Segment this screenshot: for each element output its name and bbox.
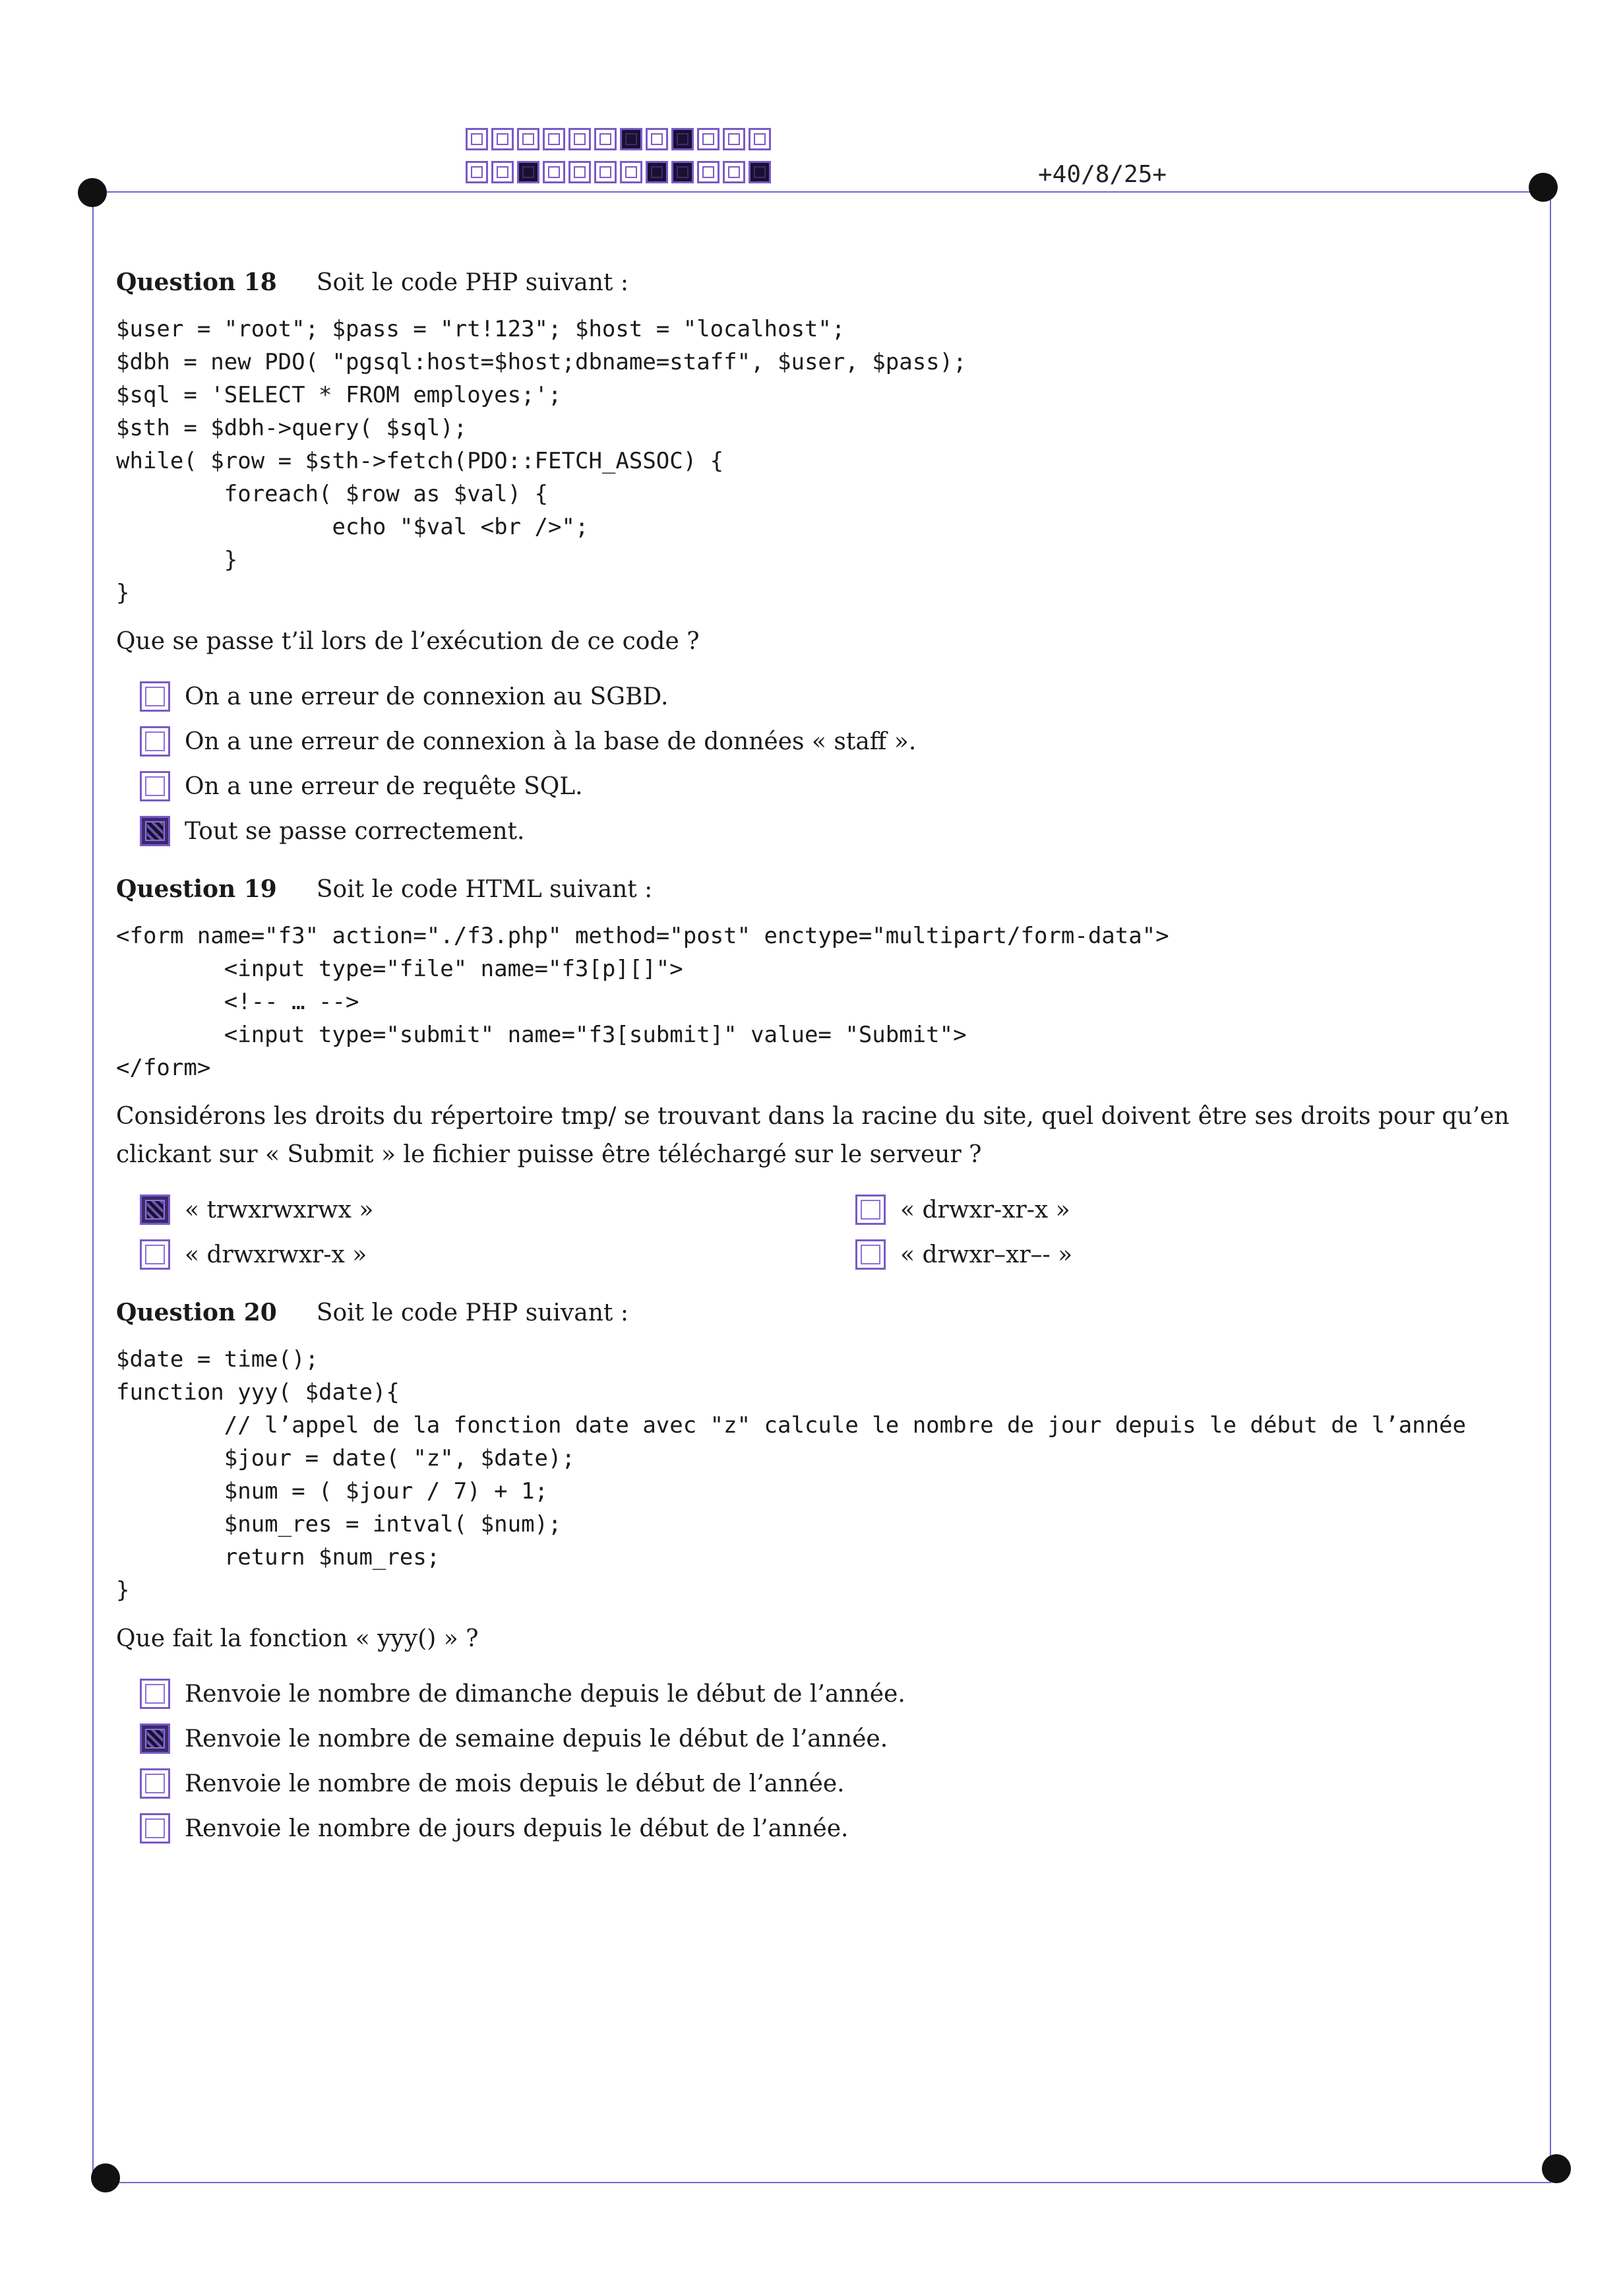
answer-option [140, 1671, 1541, 1716]
id-grid-cell [594, 128, 617, 150]
answer-checkbox[interactable] [140, 1239, 170, 1270]
question-intro: Soit le code PHP suivant : [316, 269, 628, 296]
answer-option [140, 1187, 832, 1232]
question-label: Question 20 [116, 1299, 277, 1326]
answer-text: On a une erreur de connexion à la base de données « staff ». [185, 728, 917, 755]
question-19 [116, 871, 1541, 1277]
id-grid-cell [620, 128, 642, 150]
id-grid-cell [466, 128, 488, 150]
question-intro: Soit le code PHP suivant : [316, 1299, 628, 1326]
student-id-grid-row-2 [466, 161, 774, 183]
answer-text: « drwxr-xr-x » [900, 1196, 1070, 1224]
answer-option [140, 1232, 832, 1277]
answer-checkbox[interactable] [855, 1195, 886, 1225]
answer-text: Tout se passe correctement. [185, 817, 525, 845]
id-grid-cell [646, 161, 668, 183]
exam-content [116, 264, 1541, 1851]
answer-option [140, 809, 1541, 853]
answer-checkbox[interactable] [140, 1723, 170, 1754]
answer-checkbox[interactable] [140, 1679, 170, 1709]
answer-option [140, 1716, 1541, 1761]
question-header [116, 264, 1541, 301]
question-prompt: Que se passe t’il lors de l’exécution de ce code ? [116, 628, 700, 655]
id-grid-cell [620, 161, 642, 183]
answer-text: Renvoie le nombre de dimanche depuis le début de l’année. [185, 1680, 905, 1708]
answer-option [140, 1761, 1541, 1806]
answer-text: « trwxrwxrwx » [185, 1196, 374, 1224]
answer-text: On a une erreur de requête SQL. [185, 772, 583, 800]
page-code: +40/8/25+ [1038, 161, 1167, 188]
answer-checkbox[interactable] [855, 1239, 886, 1270]
corner-marker-top-right [1529, 173, 1558, 202]
answer-checkbox[interactable] [140, 1813, 170, 1844]
answer-option [140, 674, 1541, 719]
question-prompt: Que fait la fonction « yyy() » ? [116, 1625, 479, 1652]
answer-text: Renvoie le nombre de jours depuis le début de l’année. [185, 1815, 849, 1842]
question-20 [116, 1294, 1541, 1851]
student-id-grid-row-1 [466, 128, 774, 150]
answer-checkbox[interactable] [140, 816, 170, 846]
answer-option [855, 1232, 1491, 1277]
question-header [116, 1294, 1541, 1331]
answer-list [116, 1671, 1541, 1851]
id-grid-cell [543, 128, 565, 150]
code-block: $date = time(); function yyy( $date){ // l’appel de la fonction date avec "z" calcule le nombre de jour depuis le début de l’année $jour = date( "z", $date); $num = ( $jour / 7) + 1; $num_res = intval( $num); return $num_res; } [116, 1346, 1466, 1603]
id-grid-cell [517, 161, 539, 183]
corner-marker-top-left [78, 178, 107, 207]
answer-option [140, 1806, 1541, 1851]
id-grid-cell [749, 161, 771, 183]
id-grid-cell [491, 161, 514, 183]
id-grid-cell [594, 161, 617, 183]
answer-text: Renvoie le nombre de mois depuis le début de l’année. [185, 1770, 845, 1797]
answer-checkbox[interactable] [140, 726, 170, 757]
answer-list [116, 674, 1541, 853]
id-grid-cell [749, 128, 771, 150]
question-18 [116, 264, 1541, 853]
answer-list [116, 1187, 1541, 1277]
id-grid-cell [723, 128, 745, 150]
answer-checkbox[interactable] [140, 771, 170, 801]
answer-text: « drwxr–xr–- » [900, 1241, 1073, 1268]
answer-option [140, 719, 1541, 764]
answer-option [140, 764, 1541, 809]
id-grid-cell [466, 161, 488, 183]
question-label: Question 18 [116, 268, 277, 296]
answer-checkbox[interactable] [140, 1768, 170, 1799]
id-grid-cell [671, 161, 694, 183]
id-grid-cell [671, 128, 694, 150]
answer-text: Renvoie le nombre de semaine depuis le début de l’année. [185, 1725, 888, 1753]
corner-marker-bottom-left [91, 2163, 120, 2192]
answer-checkbox[interactable] [140, 681, 170, 712]
id-grid-cell [646, 128, 668, 150]
code-block: $user = "root"; $pass = "rt!123"; $host = "localhost"; $dbh = new PDO( "pgsql:host=$host;dbname=staff", $user, $pass); $sql = 'SELECT * FROM employes;'; $sth = $dbh->query( $sql); while( $row = $sth->fetch(PDO::FETCH_ASSOC) { foreach( $row as $val) { echo "$val <br />"; } } [116, 316, 967, 606]
id-grid-cell [543, 161, 565, 183]
question-prompt: Considérons les droits du répertoire tmp/ se trouvant dans la racine du site, quel doivent être ses droits pour qu’en clickant sur « Submit » le fichier puisse être téléchargé sur le serveur ? [116, 1103, 1510, 1168]
id-grid-cell [723, 161, 745, 183]
id-grid-cell [568, 161, 591, 183]
id-grid-cell [517, 128, 539, 150]
corner-marker-bottom-right [1542, 2154, 1571, 2183]
code-block: <form name="f3" action="./f3.php" method="post" enctype="multipart/form-data"> <input type="file" name="f3[p][]"> <!-- … --> <input type="submit" name="f3[submit]" value= "Submit"> </form> [116, 923, 1169, 1081]
question-intro: Soit le code HTML suivant : [316, 876, 653, 903]
answer-text: « drwxrwxr-x » [185, 1241, 367, 1268]
answer-option [855, 1187, 1491, 1232]
id-grid-cell [697, 128, 720, 150]
answer-checkbox[interactable] [140, 1195, 170, 1225]
question-header [116, 871, 1541, 908]
id-grid-cell [568, 128, 591, 150]
id-grid-cell [491, 128, 514, 150]
answer-text: On a une erreur de connexion au SGBD. [185, 683, 669, 710]
id-grid-cell [697, 161, 720, 183]
question-label: Question 19 [116, 875, 277, 903]
